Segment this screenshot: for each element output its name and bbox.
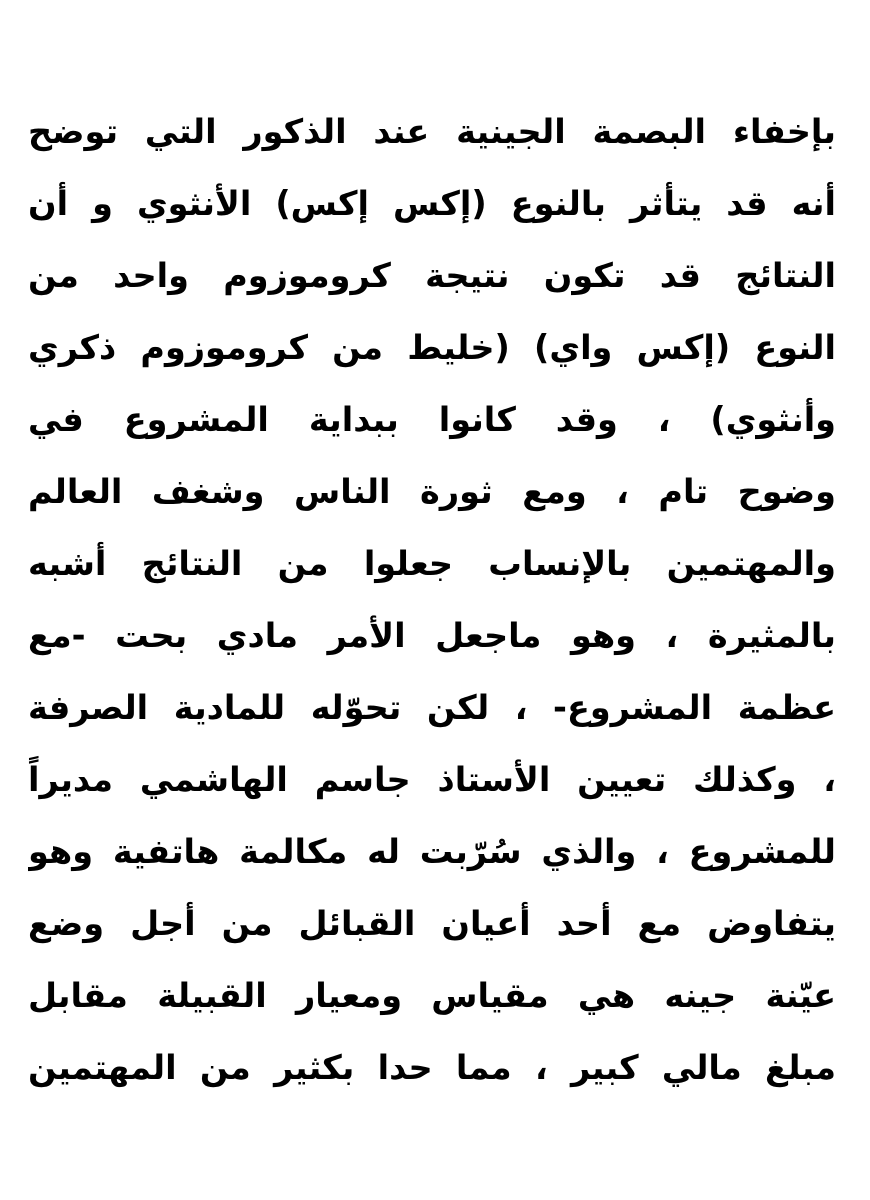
text-line: للمشروع ، والذي سُرّبت له مكالمة هاتفية وهو [28, 832, 836, 871]
text-line: أنه قد يتأثر بالنوع (إكس إكس) الأنثوي و أن [28, 184, 836, 223]
text-line: يتفاوض مع أحد أعيان القبائل من أجل وضع [28, 904, 836, 943]
text-line: بإخفاء البصمة الجينية عند الذكور التي توضح [28, 112, 836, 151]
text-line: عيّنة جينه هي مقياس ومعيار القبيلة مقابل [28, 976, 836, 1015]
text-line: ، وكذلك تعيين الأستاذ جاسم الهاشمي مديراً [28, 760, 836, 799]
text-line: النوع (إكس واي) (خليط من كروموزوم ذكري [28, 328, 836, 367]
text-line: مبلغ مالي كبير ، مما حدا بكثير من المهتمين [28, 1048, 836, 1087]
text-line: عظمة المشروع- ، لكن تحوّله للمادية الصرفة [28, 688, 836, 727]
text-line: بالمثيرة ، وهو ماجعل الأمر مادي بحت -مع [28, 616, 836, 655]
body-text [28, 96, 836, 1104]
text-line: وضوح تام ، ومع ثورة الناس وشغف العالم [28, 472, 836, 511]
text-line: وأنثوي) ، وقد كانوا ببداية المشروع في [28, 400, 836, 439]
text-line: النتائج قد تكون نتيجة كروموزوم واحد من [28, 256, 836, 295]
text-line: والمهتمين بالإنساب جعلوا من النتائج أشبه [28, 544, 836, 583]
